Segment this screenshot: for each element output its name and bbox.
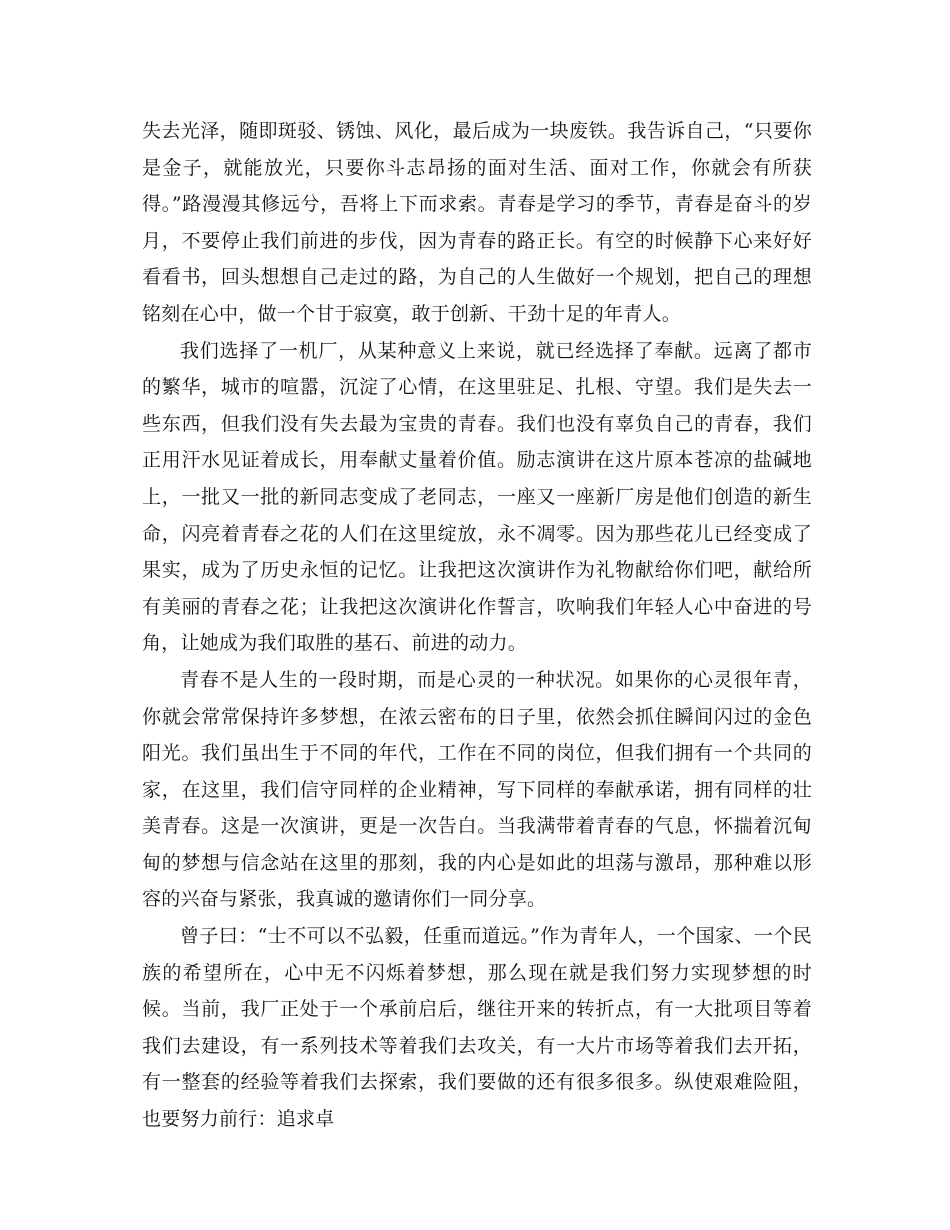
paragraph-4: 曾子曰：“士不可以不弘毅，任重而道远。”作为青年人，一个国家、一个民族的希望所在，心中无不闪烁着梦想，那么现在就是我们努力实现梦想的时候。当前，我厂正处于一个承前启后，继往开来的转折点，有一大批项目等着我们去建设，有一系列技术等着我们去攻关，有一大片市场等着我们去开拓，有一整套的经验等着我们去探索，我们要做的还有很多很多。纵使艰难险阻，也要努力前行：追求卓: [142, 925, 812, 1131]
document-body: [142, 113, 812, 1138]
paragraph-3: 青春不是人生的一段时期，而是心灵的一种状况。如果你的心灵很年青，你就会常常保持许多梦想，在浓云密布的日子里，依然会抓住瞬间闪过的金色阳光。我们虽出生于不同的年代，工作在不同的岗位，但我们拥有一个共同的家，在这里，我们信守同样的企业精神，写下同样的奉献承诺，拥有同样的壮美青春。这是一次演讲，更是一次告白。当我满带着青春的气息，怀揣着沉甸甸的梦想与信念站在这里的那刻，我的内心是如此的坦荡与激昂，那种难以形容的兴奋与紧张，我真诚的邀请你们一同分享。: [142, 668, 812, 911]
paragraph-1: 失去光泽，随即斑驳、锈蚀、风化，最后成为一块废铁。我告诉自己，“只要你是金子，就能放光，只要你斗志昂扬的面对生活、面对工作，你就会有所获得。”路漫漫其修远兮，吾将上下而求索。青春是学习的季节，青春是奋斗的岁月，不要停止我们前进的步伐，因为青春的路正长。有空的时候静下心来好好看看书，回头想想自己走过的路，为自己的人生做好一个规划，把自己的理想铭刻在心中，做一个甘于寂寞，敢于创新、干劲十足的年青人。: [142, 120, 812, 325]
paragraph-2: 我们选择了一机厂，从某种意义上来说，就已经选择了奉献。远离了都市的繁华，城市的喧嚣，沉淀了心情，在这里驻足、扎根、守望。我们是失去一些东西，但我们没有失去最为宝贵的青春。我们也没有辜负自己的青春，我们正用汗水见证着成长，用奉献丈量着价值。励志演讲在这片原本苍凉的盐碱地上，一批又一批的新同志变成了老同志，一座又一座新厂房是他们创造的新生命，闪亮着青春之花的人们在这里绽放，永不凋零。因为那些花儿已经变成了果实，成为了历史永恒的记忆。让我把这次演讲作为礼物献给你们吧，献给所有美丽的青春之花；让我把这次演讲化作誓言，吹响我们年轻人心中奋进的号角，让她成为我们取胜的基石、前进的动力。: [142, 339, 812, 655]
